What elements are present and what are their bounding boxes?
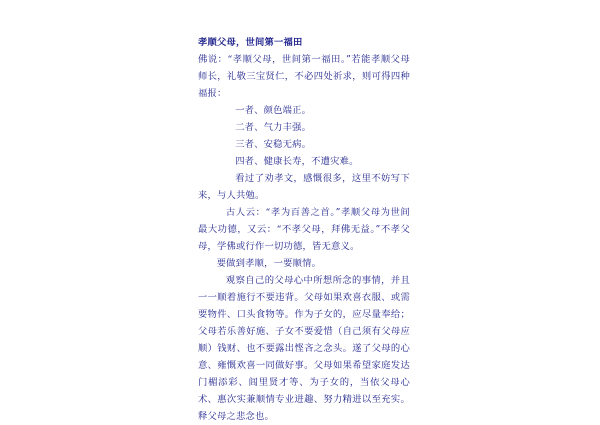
blessing-item: 二者、气力丰强。 xyxy=(235,122,312,133)
paragraph-reflection: 看过了劝孝文，感慨很多，这里不妨写下来，与人共勉。 xyxy=(198,173,410,201)
document-title: 孝顺父母，世间第一福田 xyxy=(198,37,303,48)
paragraph-observe-parents: 观察自己的父母心中所想所念的事情，并且一一顺着施行不要违背。父母如果欢喜衣服、或需要物件、口头食物等。作为子女的，应尽量奉给；父母若乐善好施、子女不要爱惜（自己须有父母应顺）钱财、也不要露出悭吝之念头。遂了父母的心意、雍慨欢喜一同做好事。父母如果希望家庭发达门楣添彩、闾里贤才等、为子女的，当依父母心术、惠次实兼顺情专业进趣、努力精进以至充实。释父母之悲念也。 xyxy=(198,275,410,422)
blessing-item: 一者、颜色端正。 xyxy=(235,105,312,116)
blessing-item: 三者、安稳无病。 xyxy=(235,139,312,150)
paragraph-ancient-saying: 古人云：“孝为百善之首。”孝顺父母为世间最大功德，又云：“不孝父母，拜佛无益。”不孝父母，学佛或行作一切功德，皆无意义。 xyxy=(198,207,410,252)
blessing-item: 四者、健康长寿，不遭灾难。 xyxy=(235,156,359,167)
document-body xyxy=(198,34,410,425)
paragraph-first-point: 要做到孝顺，一要顺情。 xyxy=(216,258,322,269)
paragraph-buddha-saying: 佛说：“孝顺父母，世间第一福田。”若能孝顺父母师长，礼敬三宝贤仁，不必四处祈求，则可得四种福报： xyxy=(198,54,410,99)
